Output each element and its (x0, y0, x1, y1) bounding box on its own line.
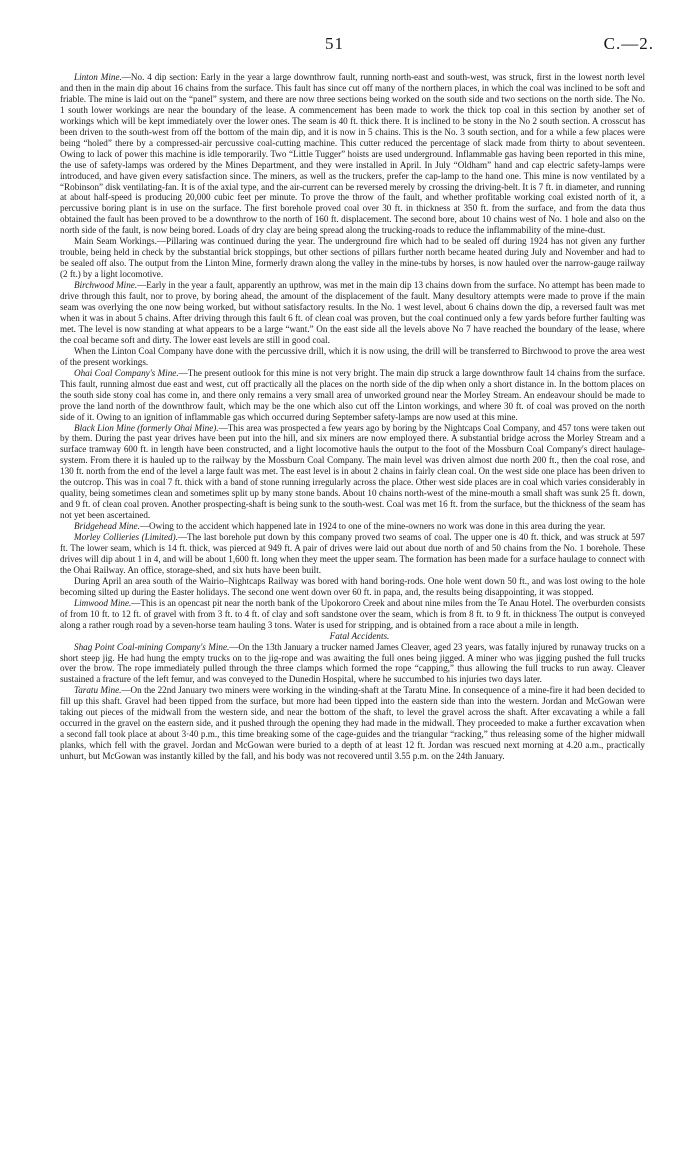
paragraph-heading: Ohai Coal Company's Mine. (74, 367, 179, 378)
paragraph (60, 72, 645, 236)
paragraph-heading: Morley Collieries (Limited). (74, 532, 178, 543)
paragraph-text: —On the 13th January a trucker named James Cleaver, aged 23 years, was fatally injured by runaway trucks on a short steep jig. He had hung the empty trucks on to the jig-rope and was awaiting the full ones being jigged. A miner who was jigging pushed the full trucks over the brow. The rope immediately pulled through the three clamps which formed the rope “capping,” thus allowing the full trucks to run away. Cleaver sustained a fracture of the left femur, and was conveyed to the Dunedin Hospital, where he succumbed to his injuries two days later. (60, 641, 645, 685)
paragraph-heading: Taratu Mine. (74, 685, 122, 696)
paragraph (60, 346, 645, 368)
paragraph-heading: Linton Mine. (74, 72, 122, 82)
paragraph-heading: Black Lion Mine (formerly Ohai Mine). (74, 422, 219, 433)
paragraph-text: When the Linton Coal Company have done with the percussive drill, which it is now using, the drill will be transferred to Birchwood to prove the area west of the present workings. (60, 345, 645, 367)
page-body (60, 72, 645, 762)
paragraph-text: —This area was prospected a few years ago by boring by the Nightcaps Coal Company, and 457 tons were taken out by them. During the past year drives have been put into the hill, and six miners are now employed there. A substantial bridge across the Morley Stream and a surface tramway 600 ft. in length have been constructed, and a light locomotive hauls the output to the foot of the Mossburn Coal Company's direct haulage-system. From there it is hauled up to the railway by the Mossburn Coal Company. The main level was driven almost due north 200 ft., then the coal rose, and 130 ft. north from the end of the level a large fault was met. The east level is in about 2 chains in fairly clean coal. On the west side one place has been driven to the outcrop. This was in coal 7 ft. thick with a band of stone running irregularly across the place. Other west side places are in coal which varies considerably in quality, being sometimes clean and sometimes split up by many stone bands. About 10 chains north-west of the mine-mouth a small shaft was sunk 25 ft. down, and 9 ft. of clean coal proven. Another prospecting-shaft is being sunk to the south-west. Coal was met 16 ft. from the surface, but the thickness of the seam has not yet been ascertained. (60, 422, 645, 521)
section-title: Fatal Accidents. (329, 630, 390, 641)
page-number: 51 (325, 34, 344, 53)
paragraph (60, 598, 645, 631)
paragraph-heading: Bridgehead Mine. (74, 521, 140, 532)
paragraph-text: Main Seam Workings.—Pillaring was continued during the year. The underground fire which had to be sealed off during 1924 has not given any further trouble, being held in check by the substantial brick stoppings, but other sections of pillars further north became heated during July and November and had to be sealed off also. The output from the Linton Mine, formerly drawn along the valley in the mine-tubs by horses, is now hauled over the narrow-gauge railway (2 ft.) by a light locomotive. (60, 236, 645, 280)
document-code: C.—2. (603, 34, 654, 53)
paragraph (60, 236, 645, 280)
paragraph (60, 368, 645, 423)
page-header (0, 34, 700, 56)
paragraph-text: —The present outlook for this mine is not very bright. The main dip struck a large downthrow fault 14 chains from the surface. This fault, running almost due east and west, cut off practically all the places on the north side of the dip when only a short distance in. In the bottom places on the south side stony coal has come in, and there only remains a very small area of unworked ground near the Morley Stream. An endeavour should be made to prove the land north of the downthrow fault, which may be the one which also cut off the Linton workings, and where 30 ft. of coal was proved on the north side of it. Owing to an ignition of inflammable gas which occurred during September safety-lamps are now used at this mine. (60, 367, 645, 422)
paragraph (60, 532, 645, 576)
paragraph-text: —On the 22nd January two miners were working in the winding-shaft at the Taratu Mine. In consequence of a mine-fire it had been decided to fill up this shaft. Gravel had been tipped from the surface, but more had been tipped into the eastern side than into the western. Jordan and McGowan were taking out pieces of the midwall from the western side, and near the bottom of the shaft, to level the gravel across the shaft. After excavating a while a fall occurred in the gravel on the eastern side, and it pushed through the opening they had made in the midwall. They proceeded to make a further excavation when a second fall took place at about 3·40 p.m., this time breaking some of the cage-guides and the triangular “racking,” thus releasing some of the higher midwall planks, which fell with the gravel. Jordan and McGowan were buried to a depth of at least 12 ft. Jordan was rescued next morning at 4.20 a.m., practically unhurt, but McGowan was instantly killed by the fall, and his body was not recovered until 3.55 p.m. on the 24th January. (60, 685, 645, 762)
paragraph (60, 423, 645, 522)
paragraph (60, 685, 645, 762)
paragraph (60, 576, 645, 598)
paragraph (60, 642, 645, 686)
paragraph-text: —This is an opencast pit near the north bank of the Upokororo Creek and about nine miles from the Te Anau Hotel. The overburden consists of from 10 ft. to 12 ft. of gravel with from 3 ft. to 4 ft. of clay and soft sandstone over the seam, which is from 8 ft. to 9 ft. in thickness The output is conveyed along a rather rough road by a seven-horse team hauling 3 tons. Water is used for stripping, and is obtained from a race about a mile in length. (60, 597, 645, 630)
paragraph-text: —No. 4 dip section: Early in the year a large downthrow fault, running north-east and south-west, was struck, first in the lowest north level and then in the main dip about 16 chains from the surface. This fault has since cut off many of the northern places, in which the coal was inclined to be soft and friable. The mine is laid out on the “panel” system, and there are now three sections being worked on the south side and two sections on the north side. The No. 1 south lower workings are near the boundary of the lease. A commencement has been made to work the thick top coal in this section by another set of workings which will be kept immediately over the lower ones. The seam is 40 ft. thick there. It is inclined to be stony in the No 2 south section. A crosscut has been driven to the south-west from off the bottom of the main dip, and it is now in 5 chains. This is the No. 3 south section, and for a while a few places were being “holed” there by a compressed-air percussive coal-cutting machine. This cutter reduced the percentage of slack made from thirty to about seventeen. Owing to lack of power this machine is idle temporarily. Two “Little Tugger” hoists are used underground. Inflammable gas having been reported in this mine, the use of safety-lamps was ordered by the Mines Department, and they were installed in April. In July “Oldham” hand and cap electric safety-lamps were introduced, and have given every satisfaction since. The miners, as well as the truckers, prefer the cap-lamp to the hand one. This mine is now ventilated by a “Robinson” disk ventilating-fan. It is of the axial type, and the air-current can be reversed merely by crossing the driving-belt. It is 7 ft. in diameter, and running at about half-speed is producing 20,000 cubic feet per minute. To prove the throw of the fault, and whether profitable working coal existed north of it, a percussive boring plant is in use on the surface. The first borehole proved coal over 30 ft. in thickness at 350 ft. from the surface, and from the data thus obtained the fault has been proved to be a downthrow to the north of 160 ft. displacement. The second bore, about 10 chains west of No. 1 hole and also on the north side of the fault, is now being bored. Loads of dry clay are being spread along the trucking-roads to reduce the inflammability of the mine-dust. (60, 72, 645, 236)
paragraph-text: —Owing to the accident which happened late in 1924 to one of the mine-owners no work was done in this area during the year. (139, 521, 606, 532)
paragraph-text: —The last borehole put down by this company proved two seams of coal. The upper one is 40 ft. thick, and was struck at 597 ft. The lower seam, which is 14 ft. thick, was pierced at 949 ft. A pair of drives were laid out about due north of and 50 chains from the No. 1 borehole. These drives will dip about 1 in 4, and will be about 1,600 ft. long when they meet the upper seam. The formation has been made for a surface haulage to connect with the Ohai Railway. An office, storage-shed, and six huts have been built. (60, 532, 645, 575)
paragraph-heading: Limwood Mine. (74, 597, 132, 608)
paragraph-heading: Birchwood Mine. (74, 280, 138, 291)
paragraph-text: During April an area south of the Wairio–Nightcaps Railway was bored with hand boring-rods. One hole went down 50 ft., and was lost owing to the hole becoming silted up during the Easter holidays. The second one went down over 60 ft. in papa, and, the results being disappointing, it was stopped. (60, 575, 645, 597)
paragraph-text: —Early in the year a fault, apparently an upthrow, was met in the main dip 13 chains down from the surface. No attempt has been made to drive through this fault, nor to prove, by boring ahead, the amount of the displacement of the fault. Many desultory attempts were made to prove if the main seam was overlying the one now being worked, but without satisfactory results. In the No. 1 west level, about 6 chains down the dip, a reversed fault was met when it was in about 5 chains. After driving through this fault 6 ft. of clean coal was proven, but the coal continued only a few yards before further faulting was met. The level is now standing at what appears to be a large “want.” On the east side all the levels above No 7 have reached the boundary of the lease, where the coal became soft and dirty. The lower east levels are still in good coal. (60, 280, 645, 345)
paragraph (60, 521, 645, 532)
paragraph (60, 280, 645, 346)
paragraph-heading: Shag Point Coal-mining Company's Mine. (74, 641, 230, 652)
